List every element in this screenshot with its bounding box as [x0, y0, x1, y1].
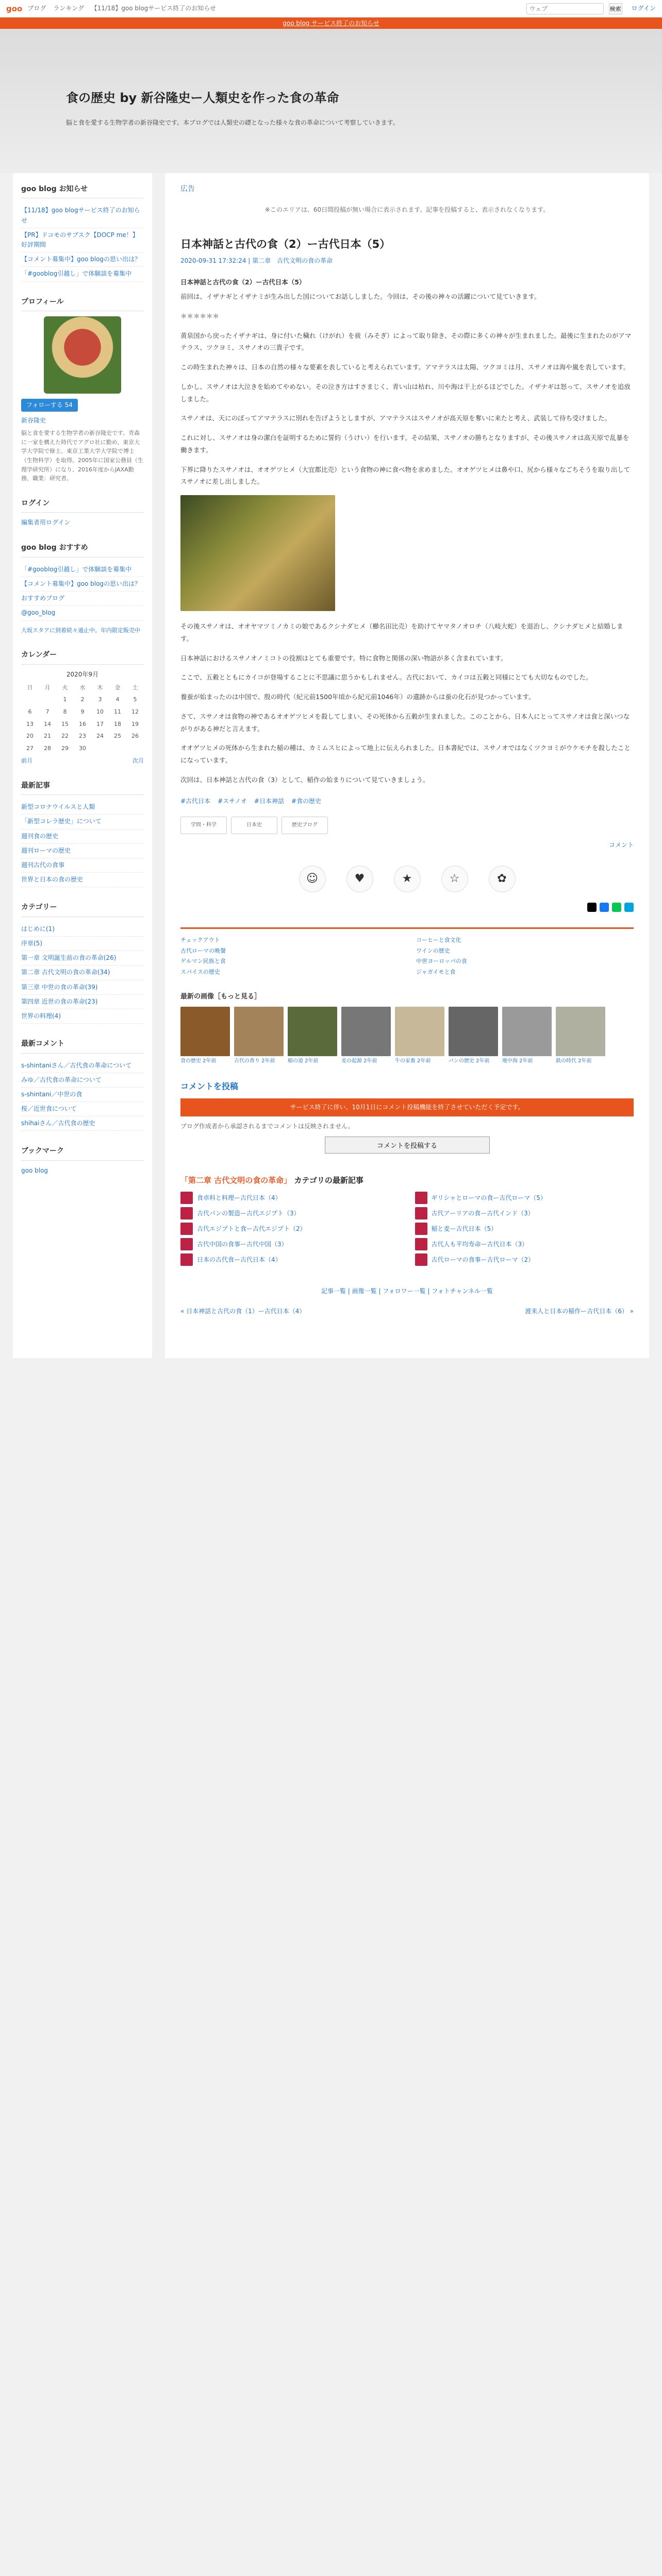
recent-item [21, 800, 144, 815]
notice-item [21, 267, 144, 281]
recent-item [21, 873, 144, 887]
entry-paragraph: スサノオは、天にのぼってアマテラスに別れを告げようとしますが、アマテラスはスサノオが高天原を奪いに来たと考え、武装して待ち受けました。 [180, 414, 611, 422]
profile-text: 脳と食を愛する生物学者の新谷隆史です。青森に一家を構えた時代でアグロ社に勤め、東京大学大学院で修士、東京工業大学大学院で博士（生物科学）を取得。2005年に国家公務員（生理学研究所）になり、2016年度からJAXA勤務、職業：研究者。 [21, 430, 143, 482]
blog-title[interactable]: 食の歴史 by 新谷隆史ー人類史を作った食の革命 [66, 91, 339, 105]
comment-alert[interactable]: サービス終了に伴い、10月1日にコメント投稿機能を終了させていただく予定です。 [180, 1098, 634, 1116]
reaction-icon[interactable]: ♥ [346, 866, 373, 892]
calendar-prev[interactable]: 前月 [21, 757, 32, 765]
category-article [180, 1207, 400, 1219]
calendar-day: 17 [96, 720, 104, 727]
thumbnail-image [395, 1007, 444, 1056]
follow-count: 54 [64, 401, 73, 409]
recent-section [21, 780, 144, 888]
ad-link[interactable]: ゲルマン民族と食 [180, 958, 226, 965]
tag-link[interactable]: #スサノオ [218, 797, 247, 805]
comment-item [21, 1059, 144, 1073]
category-article-link[interactable]: 日本の古代食ー古代日本（4） [197, 1256, 282, 1263]
calendar-day [39, 693, 56, 706]
ad-link[interactable]: 古代ローマの晩餐 [180, 947, 226, 954]
thumbnail[interactable] [180, 1007, 230, 1064]
article-thumbnail [415, 1223, 427, 1235]
profile-image [44, 316, 121, 394]
calendar-next[interactable]: 次月 [133, 757, 144, 765]
recent-item [21, 858, 144, 873]
thumbnail-caption: 食の歴史 2年前 [180, 1058, 217, 1064]
top-links [27, 4, 221, 13]
comment-link[interactable]: 桜／近世食について [21, 1105, 77, 1113]
thumbnail-caption: 鉄の時代 2年前 [556, 1058, 592, 1064]
related-ad-block [180, 927, 634, 976]
category-link[interactable]: 序章(5) [21, 939, 42, 947]
comment-link[interactable]: みゆ／古代食の革命について [21, 1076, 102, 1083]
ranking-badge[interactable]: 歴史ブログ [282, 817, 328, 834]
page-layout [0, 173, 662, 1358]
bookmark-title: ブックマーク [21, 1145, 144, 1160]
category-item [21, 980, 144, 995]
editor-login-link[interactable]: 編集者用ログイン [21, 519, 71, 527]
entry-meta[interactable]: 2020-09-31 17:32:24 | 第二章 古代文明の食の革命 [180, 257, 333, 265]
category-article-link[interactable]: ギリシャとローマの食ー古代ローマ（5） [431, 1194, 547, 1201]
login-link[interactable]: ログイン [631, 4, 656, 12]
category-item [21, 937, 144, 951]
thumbnail-caption: パンの歴史 2年前 [449, 1058, 490, 1064]
thumbnail-image [180, 1007, 230, 1056]
calendar-day: 8 [63, 708, 67, 715]
ad-row [180, 957, 634, 966]
calendar-day: 1 [63, 696, 67, 703]
reaction-icon[interactable]: ☺ [299, 866, 326, 892]
top-bar [0, 0, 662, 18]
search-input[interactable] [526, 3, 604, 14]
calendar-month: 2020年9月 [66, 670, 99, 678]
tag-link[interactable]: #食の歴史 [291, 797, 322, 805]
entry-paragraph: さて、スサノオは食物の神であるオオゲツヒメを殺してしまい、その死体から五穀が生まれました。このことから、日本人にとってスサノオは食と深いつながりがある神だと言えます。 [180, 712, 630, 733]
recommend-link[interactable]: 【コメント募集中】goo blogの思い出は？ [21, 580, 141, 587]
calendar-day: 9 [80, 708, 85, 715]
recent-link[interactable]: 週刊食の歴史 [21, 832, 59, 840]
calendar-day [126, 742, 144, 755]
ranking-badge[interactable]: 日本史 [231, 817, 277, 834]
prev-next-nav [180, 1307, 634, 1347]
profile-section [21, 296, 144, 483]
thumbnail[interactable] [449, 1007, 498, 1064]
calendar-day: 27 [26, 744, 34, 752]
calendar-day: 19 [131, 720, 139, 727]
calendar-day: 15 [61, 720, 69, 727]
calendar-weekday: 火 [62, 684, 68, 691]
article-thumbnail [415, 1253, 427, 1266]
category-article [415, 1192, 634, 1204]
thumbnail-caption: 麦の起源 2年前 [341, 1058, 377, 1064]
calendar-day: 20 [26, 733, 34, 740]
comment-note: ブログ作成者から承認されるまでコメントは反映されません。 [180, 1122, 354, 1130]
calendar-day [109, 742, 126, 755]
thumbnail-caption: 古代の香り 2年前 [234, 1058, 275, 1064]
recent-title: 最新記事 [21, 780, 144, 795]
ad-label: 広告 [180, 185, 195, 193]
comment-link[interactable]: s-shintani／中世の食 [21, 1090, 82, 1098]
ad-link[interactable]: コーヒーと食文化 [416, 936, 461, 943]
recommend-item [21, 606, 144, 620]
recent-item [21, 815, 144, 829]
category-link[interactable]: 第三章 中世の食の革命(39) [21, 983, 98, 991]
bookmark-link[interactable]: goo blog [21, 1166, 48, 1174]
calendar-day: 7 [45, 708, 49, 715]
recent-item [21, 844, 144, 858]
category-article [180, 1238, 400, 1250]
thumbnail[interactable] [341, 1007, 391, 1064]
recent-link[interactable]: 新型コロナウイルスと人類 [21, 803, 95, 811]
calendar-day: 10 [96, 708, 104, 715]
recent-list [21, 800, 144, 887]
calendar-weekday: 木 [97, 684, 103, 691]
category-article [180, 1253, 400, 1266]
notice-item [21, 228, 144, 252]
calendar-day: 25 [114, 733, 121, 740]
article-thumbnail [180, 1238, 193, 1250]
ad-row [180, 968, 634, 977]
article-thumbnail [415, 1207, 427, 1219]
ad-link[interactable]: ワインの歴史 [416, 947, 450, 954]
main-content [165, 173, 649, 1358]
categories-list [21, 922, 144, 1024]
calendar-day: 3 [98, 696, 102, 703]
calendar-weekday: 金 [114, 684, 121, 691]
recommend-title: goo blog おすすめ [21, 542, 144, 557]
categories-section [21, 902, 144, 1024]
recent-link[interactable]: 週刊古代の食事 [21, 861, 65, 869]
category-article-link[interactable]: 古代エジプトと食ー古代エジプト（2） [197, 1225, 306, 1232]
entry-paragraph: 次回は、日本神話と古代の食（3）として、稲作の始まりについて見ていきましょう。 [180, 775, 429, 784]
reaction-icon[interactable]: ☆ [441, 866, 468, 892]
calendar-day: 28 [44, 744, 51, 752]
thumbnail-image [556, 1007, 605, 1056]
thumbnail[interactable] [395, 1007, 444, 1064]
article-thumbnail [180, 1207, 193, 1219]
recent-link[interactable]: 「新型コレラ歴史」について [21, 818, 102, 825]
category-item [21, 995, 144, 1009]
top-link-ranking[interactable]: ランキング [53, 4, 84, 12]
calendar-title: カレンダー [21, 649, 144, 664]
facebook-share-icon[interactable] [600, 903, 609, 912]
category-articles [180, 1174, 634, 1266]
thumbnail-image [449, 1007, 498, 1056]
reaction-icon[interactable]: ✿ [489, 866, 516, 892]
comment-item [21, 1116, 144, 1131]
calendar-weekday: 水 [79, 684, 86, 691]
comment-item [21, 1102, 144, 1116]
comment-link[interactable]: s-shintaniさん／古代食の革命について [21, 1061, 132, 1069]
category-link[interactable]: はじめに(1) [21, 925, 55, 933]
entry-paragraph: これに対し、スサノオは身の潔白を証明するために誓約（うけい）を行います。その結果、スサノオの勝ちとなりますが、その後スサノオは高天原で乱暴を働きます。 [180, 434, 630, 454]
calendar-day: 18 [114, 720, 121, 727]
thumbnail[interactable] [234, 1007, 284, 1064]
entry-paragraph: 下界に降りたスサノオは、オオゲツヒメ（大宜都比売）という食物の神に食べ物を求めました。オオゲツヒメは鼻や口、尻から様々なごちそうを取り出してスサノオに差し出しました。 [180, 465, 631, 486]
ad-notice: ※このエリアは、60日間投稿が無い場合に表示されます。記事を投稿すると、表示されなくなります。 [264, 206, 550, 214]
rice-photo[interactable] [180, 495, 335, 611]
article-thumbnail [180, 1192, 193, 1204]
category-item [21, 951, 144, 965]
hatena-share-icon[interactable] [624, 903, 634, 912]
footer-links[interactable]: 記事一覧 | 画像一覧 | フォロワー一覧 | フォトチャンネル一覧 [321, 1287, 493, 1295]
notice-item-link[interactable]: 【コメント募集中】goo blogの思い出は？ [21, 256, 141, 263]
comment-item [21, 1073, 144, 1088]
entry-paragraph: ここで、五穀とともにカイコが登場することに不思議に思うかもしれません。古代において、カイコは五穀と同様にとても大切なものでした。 [180, 673, 592, 682]
calendar-day [91, 742, 109, 755]
latest-images-title[interactable]: 最新の画像［もっと見る］ [180, 993, 261, 1001]
top-link-notice[interactable]: 【11/18】goo blogサービス終了のお知らせ [91, 4, 216, 12]
ad-row [180, 946, 634, 956]
category-article [415, 1253, 634, 1266]
notice-item-link[interactable]: 【PR】ドコモのサブスク【DOCP me！】好評期間 [21, 231, 139, 248]
comments-list [21, 1059, 144, 1131]
entry [180, 236, 634, 912]
entry-paragraph: ＊＊＊＊＊＊ [180, 312, 220, 320]
calendar-weekday: 日 [27, 684, 33, 691]
article-thumbnail [415, 1192, 427, 1204]
notice-item-link[interactable]: 「#gooblog引越し」で体験談を募集中 [21, 270, 132, 278]
thumbnail-image [341, 1007, 391, 1056]
category-link[interactable]: 第二章 古代文明の食の革命(34) [21, 969, 110, 976]
category-article-link[interactable]: 古代アーリアの食ー古代インド（3） [431, 1209, 534, 1217]
ad-link[interactable]: スパイスの歴史 [180, 968, 220, 975]
share-row [180, 903, 634, 912]
category-article [415, 1238, 634, 1250]
calendar-day: 12 [131, 708, 139, 715]
category-article-link[interactable]: 古代中国の食事ー古代中国（3） [197, 1240, 288, 1248]
calendar-day: 22 [61, 733, 69, 740]
ad-row [180, 936, 634, 945]
article-thumbnail [415, 1238, 427, 1250]
prev-article-link[interactable]: « 日本神話と古代の食（1）ー古代日本（4） [180, 1308, 306, 1315]
recommend-item [21, 591, 144, 606]
calendar-day: 11 [114, 708, 121, 715]
recommend-list [21, 563, 144, 621]
calendar-day [21, 693, 39, 706]
thumbnail[interactable] [288, 1007, 337, 1064]
profile-name[interactable]: 新谷隆史 [21, 417, 46, 425]
recommend-item [21, 563, 144, 577]
categories-title: カテゴリー [21, 902, 144, 917]
reaction-icon[interactable]: ★ [394, 866, 421, 892]
calendar-section [21, 649, 144, 766]
entry-body [180, 276, 634, 786]
calendar-day: 26 [131, 733, 139, 740]
category-name[interactable]: 「第二章 古代文明の食の革命」 [180, 1176, 292, 1185]
entry-subtitle: 日本神話と古代の食（2）ー古代日本（5） [180, 278, 306, 286]
recent-link[interactable]: 世界と日本の食の歴史 [21, 876, 84, 884]
calendar-day: 13 [26, 720, 34, 727]
thumbnail-caption: 稲の道 2年前 [288, 1058, 319, 1064]
reactions [180, 866, 634, 892]
login-title: ログイン [21, 498, 144, 513]
category-article-link[interactable]: 古代パンの製造ー古代エジプト（3） [197, 1209, 300, 1217]
thumbnail-caption: 地中海 2年前 [502, 1058, 533, 1064]
entry-title[interactable]: 日本神話と古代の食（2）ー古代日本（5） [180, 238, 391, 250]
entry-paragraph: 黄泉国から戻ったイザナギは、身に付いた穢れ（けがれ）を祓（みそぎ）によって取り除き、その際に多くの神々が生まれました。最後に生まれたのがアマテラス、ツクヨミ、スサノオの三貴子です。 [180, 331, 632, 352]
entry-paragraph: その後スサノオは、オオヤマツミノカミの娘であるクシナダヒメ（櫛名田比売）を助けてヤマタノオロチ（八岐大蛇）を退治し、クシナダヒメと結婚します。 [180, 622, 623, 642]
calendar-day: 16 [79, 720, 86, 727]
category-article [180, 1223, 400, 1235]
calendar-table [21, 682, 144, 755]
notice-item [21, 252, 144, 267]
recent-link[interactable]: 週刊ローマの歴史 [21, 846, 71, 854]
comment-item [21, 1088, 144, 1102]
category-grid [180, 1192, 634, 1266]
calendar-day: 4 [115, 696, 120, 703]
calendar-day: 24 [96, 733, 104, 740]
notices-list [21, 204, 144, 281]
category-link[interactable]: 第四章 近世の食の革命(23) [21, 997, 98, 1005]
notice-item [21, 204, 144, 228]
calendar-weekday: 月 [44, 684, 51, 691]
calendar-day: 30 [79, 744, 86, 752]
calendar-day: 21 [44, 733, 51, 740]
calendar-day: 23 [79, 733, 86, 740]
recommend-link[interactable]: おすすめブログ [21, 595, 65, 602]
entry-paragraph: 日本神話におけるスサノオノミコトの役割はとても重要です。特に食物と関係の深い物語が多く含まれています。 [180, 654, 507, 662]
category-article-link[interactable]: 食卓料と料理ー古代日本（4） [197, 1194, 282, 1201]
calendar-weekday: 土 [132, 684, 138, 691]
sidebar [13, 173, 152, 1358]
notice-bar [0, 18, 662, 29]
category-link[interactable]: 第一章 文明誕生前の食の革命(26) [21, 954, 117, 962]
article-thumbnail [180, 1253, 193, 1266]
category-link[interactable]: 世界の料理(4) [21, 1012, 61, 1020]
comment-link[interactable]: shihaiさん／古代食の歴史 [21, 1120, 95, 1127]
search-button[interactable]: 検索 [609, 3, 622, 14]
category-article [415, 1223, 634, 1235]
follow-button[interactable] [21, 399, 78, 412]
notice-item-link[interactable]: 【11/18】goo blogサービス終了のお知らせ [21, 207, 140, 224]
thumbnail-image [234, 1007, 284, 1056]
comments-title: 最新コメント [21, 1038, 144, 1053]
next-article-link[interactable]: 渡来人と日本の稲作ー古代日本（6） » [525, 1308, 634, 1315]
entry-paragraph: この時生まれた神々は、日本の自然の様々な要素を表していると考えられています。アマテラスは太陽、ツクヨミは月、スサノオは海や嵐を表しています。 [180, 363, 630, 371]
article-thumbnail [180, 1223, 193, 1235]
thumbnail-caption: 牛の家畜 2年前 [395, 1058, 431, 1064]
line-share-icon[interactable] [612, 903, 621, 912]
bookmark-section [21, 1145, 144, 1176]
ad-link[interactable]: 中世ヨーロッパの食 [416, 958, 467, 965]
goo-logo[interactable]: goo [6, 4, 23, 13]
tag-link[interactable]: #古代日本 [180, 797, 211, 805]
recommend-item [21, 577, 144, 591]
category-articles-title [180, 1174, 634, 1187]
ranking-badges [180, 817, 634, 834]
calendar-nav [21, 756, 144, 766]
thumbnail-image [288, 1007, 337, 1056]
category-item [21, 922, 144, 937]
tag-link[interactable]: #日本神話 [254, 797, 284, 805]
calendar-day: 14 [44, 720, 51, 727]
entry-tags [180, 796, 634, 806]
thumbnail[interactable] [556, 1007, 605, 1064]
recommend-link[interactable]: @goo_blog [21, 609, 56, 617]
category-item [21, 965, 144, 980]
comment-link[interactable]: コメント [608, 841, 634, 849]
blog-header [0, 29, 662, 173]
thumbnail-image [502, 1007, 552, 1056]
latest-images [180, 992, 634, 1064]
recent-item [21, 829, 144, 844]
category-article-link[interactable]: 古代人も平均寿命ー古代日本（3） [431, 1240, 528, 1248]
profile-title: プロフィール [21, 296, 144, 311]
notices-section [21, 183, 144, 282]
post-comment-button[interactable]: コメントを投稿する [325, 1137, 490, 1154]
login-section [21, 498, 144, 528]
comments-section [21, 1038, 144, 1131]
recommend-link[interactable]: 「#gooblog引越し」で体験談を募集中 [21, 565, 132, 573]
category-article [415, 1207, 634, 1219]
category-article-link[interactable]: 古代ローマの食事ー古代ローマ（2） [431, 1256, 535, 1263]
blog-description: 脳と食を愛する生物学者の新谷隆史です。本ブログでは人類史の礎となった様々な食の革命について考察していきます。 [66, 119, 399, 127]
category-title-suffix: カテゴリの最新記事 [291, 1176, 363, 1185]
entry-paragraph: 前回は、イザナギとイザナミが生み出した国についてお話ししました。今回は、その後の神々の活躍について見ていきます。 [180, 293, 541, 301]
ad-link[interactable]: ジャガイモと食 [416, 968, 456, 975]
entry-paragraph: 養蚕が始まったのは中国で、殷の時代（紀元前1500年頃から紀元前1046年）の遺跡からは蚕の化石が見つかっています。 [180, 693, 535, 701]
calendar-day: 5 [133, 696, 137, 703]
category-item [21, 1009, 144, 1024]
recommend-note[interactable]: 大坂スタアに到着続々通止中。年内限定販売中 [21, 626, 140, 634]
calendar-day: 29 [61, 744, 69, 752]
top-link-blog[interactable]: ブログ [27, 4, 46, 12]
calendar-day: 6 [28, 708, 32, 715]
ad-link[interactable]: チェックアウト [180, 936, 220, 943]
category-article-link[interactable]: 稲と麦ー古代日本（5） [431, 1225, 498, 1232]
notice-link[interactable]: goo blog サービス終了のお知らせ [283, 20, 379, 27]
thumbnail[interactable] [502, 1007, 552, 1064]
ranking-badge[interactable]: 学問・科学 [180, 817, 227, 834]
recommend-section [21, 542, 144, 635]
comment-post-title: コメントを投稿 [180, 1081, 239, 1092]
follow-label: フォローする [26, 401, 63, 409]
calendar-day: 2 [80, 696, 85, 703]
notices-title: goo blog お知らせ [21, 183, 144, 198]
thumbnail-list [180, 1007, 634, 1064]
entry-paragraph: しかし、スサノオは大泣きを始めてやめない。その泣き方はすさまじく、青い山は枯れ、川や海は干上がるほどでした。イザナギは怒って、スサノオを追放しました。 [180, 382, 631, 403]
category-article [180, 1192, 400, 1204]
entry-paragraph: オオゲツヒメの死体から生まれた稲の種は、カミムスヒによって地上に伝えられました。日本書紀では、スサノオではなくツクヨミがウケモチを殺したことになっています。 [180, 744, 631, 765]
x-share-icon[interactable] [587, 903, 597, 912]
